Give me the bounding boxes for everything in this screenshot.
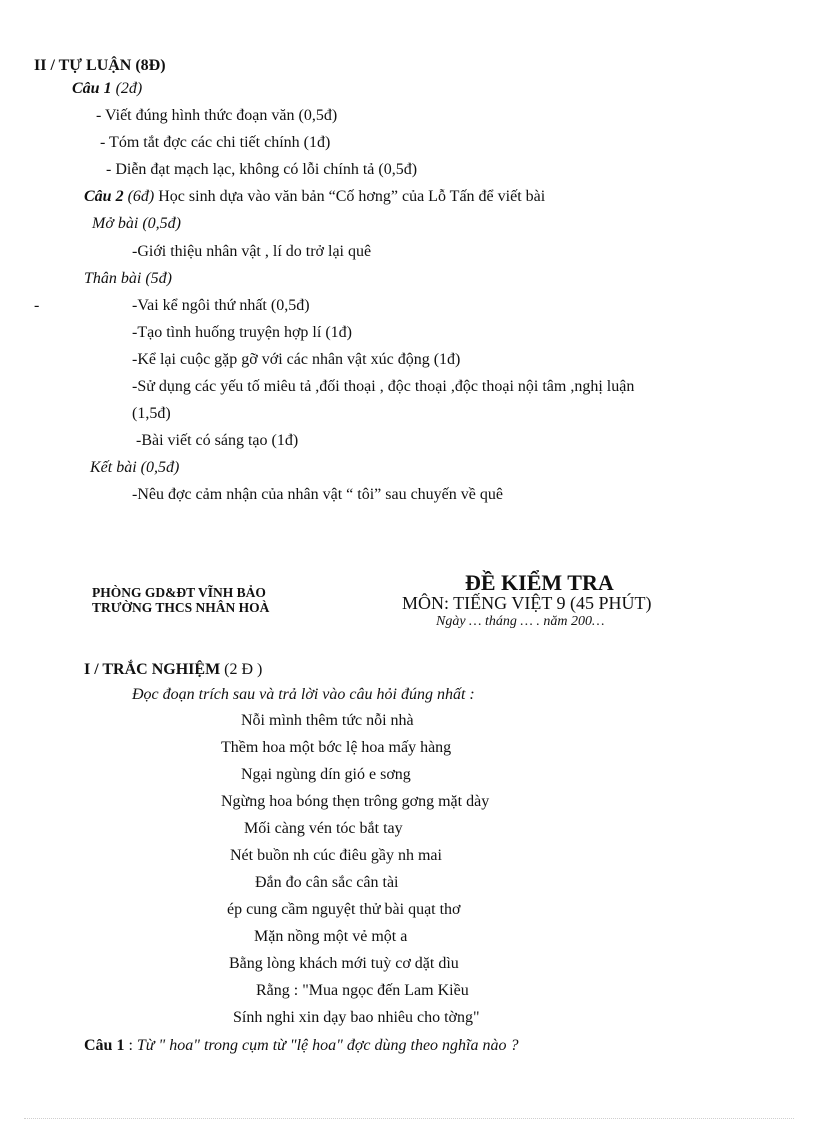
cau2-text: Học sinh dựa vào văn bản “Cố hơng” của Lỗ Tấn để viết bài [154, 188, 546, 205]
than-bai-item: -Bài viết có sáng tạo (1đ) [136, 432, 299, 449]
mo-bai-item: -Giới thiệu nhân vật , lí do trở lại quê [132, 243, 372, 260]
cau1-item: - Diễn đạt mạch lạc, không có lỗi chính tả (0,5đ) [106, 161, 418, 178]
exam-title: ĐỀ KIỂM TRA [465, 570, 614, 595]
poem-line: Ngại ngùng dín gió e sơng [241, 766, 411, 783]
poem-line: Nỗi mình thêm tức nỗi nhà [241, 712, 414, 729]
poem-line: Đắn đo cân sắc cân tài [255, 874, 399, 891]
cau2-label: Câu 2 [84, 188, 124, 205]
exam-date: Ngày … tháng … . năm 200… [436, 614, 605, 629]
page-bottom-divider [24, 1118, 794, 1119]
than-bai-item: (1,5đ) [132, 405, 171, 422]
question1-line [84, 1036, 519, 1056]
part1-heading: I / TRẮC NGHIỆM [84, 661, 221, 678]
dept-name: PHÒNG GD&ĐT VĨNH BẢO [92, 585, 266, 600]
cau1-item: - Viết đúng hình thức đoạn văn (0,5đ) [96, 107, 338, 124]
mo-bai-heading: Mở bài (0,5đ) [92, 215, 181, 232]
part1-heading-line [84, 660, 262, 680]
poem-line: Rằng : "Mua ngọc đến Lam Kiều [256, 982, 469, 999]
ket-bai-heading: Kết bài (0,5đ) [90, 459, 180, 476]
part1-points: (2 Đ ) [220, 661, 263, 678]
poem-line: Bằng lòng khách mới tuỳ cơ dặt dìu [229, 955, 459, 972]
question1-label: Câu 1 [84, 1037, 125, 1054]
exam-subject: MÔN: TIẾNG VIỆT 9 (45 PHÚT) [402, 593, 652, 613]
than-bai-item: -Tạo tình huống truyện hợp lí (1đ) [132, 324, 352, 341]
than-bai-item: -Sử dụng các yếu tố miêu tả ,đối thoại , độc thoại ,độc thoại nội tâm ,nghị luận [132, 378, 635, 395]
cau2-line [84, 187, 545, 207]
school-name: TRƯỜNG THCS NHÂN HOÀ [92, 600, 270, 615]
cau1-item: - Tóm tắt đợc các chi tiết chính (1đ) [100, 134, 331, 151]
poem-line: Thềm hoa một bớc lệ hoa mấy hàng [221, 739, 452, 756]
poem-line: Nét buồn nh cúc điêu gầy nh mai [230, 847, 442, 864]
poem-line: ép cung cầm nguyệt thử bài quạt thơ [227, 901, 461, 918]
question1-text: Từ " hoa" trong cụm từ "lệ hoa" đợc dùng theo nghĩa nào ? [136, 1037, 519, 1054]
cau1-label: Câu 1 [72, 80, 112, 97]
poem-line: Mặn nồng một vẻ một a [254, 928, 408, 945]
poem-line: Sính nghi xin dạy bao nhiêu cho tờng" [233, 1009, 480, 1026]
part2-heading: II / TỰ LUẬN (8Đ) [34, 57, 166, 74]
question1-colon: : [124, 1037, 137, 1054]
than-bai-item: -Vai kể ngôi thứ nhất (0,5đ) [132, 297, 310, 314]
than-bai-heading: Thân bài (5đ) [84, 270, 172, 287]
poem-line: Ngừng hoa bóng thẹn trông gơng mặt dày [221, 793, 490, 810]
ket-bai-item: -Nêu đợc cảm nhận của nhân vật “ tôi” sau chuyến về quê [132, 486, 503, 503]
than-bai-dash: - [34, 297, 40, 314]
part1-instruction: Đọc đoạn trích sau và trả lời vào câu hỏi đúng nhất : [132, 686, 475, 703]
cau2-points: (6đ) [123, 188, 155, 205]
than-bai-item: -Kể lại cuộc gặp gỡ với các nhân vật xúc động (1đ) [132, 351, 461, 368]
poem-line: Mối càng vén tóc bắt tay [244, 820, 403, 837]
cau1-line [72, 79, 142, 99]
cau1-points: (2đ) [111, 80, 143, 97]
